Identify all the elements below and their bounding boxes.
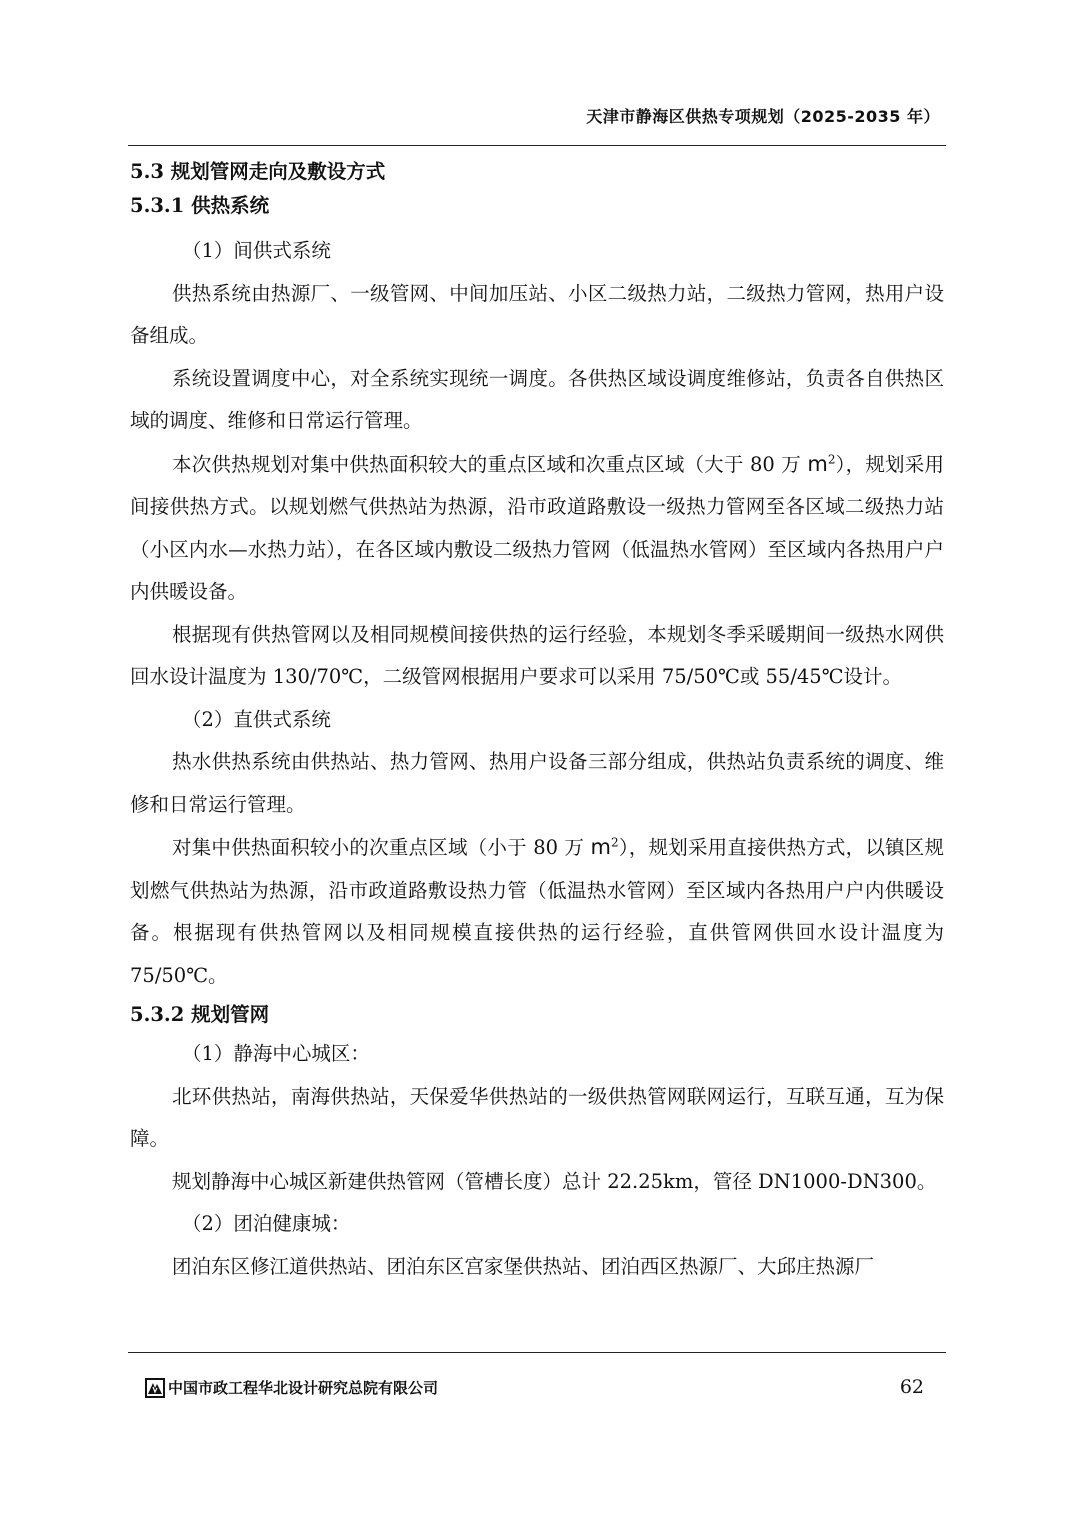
subheading-jinghai-center: （1）静海中心城区： [182, 1042, 370, 1065]
paragraph-tuanbo-sources: 团泊东区修江道供热站、团泊东区宫家堡供热站、团泊西区热源厂、大邱庄热源厂 [172, 1254, 875, 1278]
paragraph-hot-water-system: 热水供热系统由供热站、热力管网、热用户设备三部分组成，供热站负责系统的调度、维修和日常运行管理。 [130, 750, 944, 816]
section-heading-5-3-2: 5.3.2 规划管网 [130, 1003, 270, 1026]
unit-superscript: 2 [611, 835, 619, 850]
unit-m: m [590, 835, 612, 859]
paragraph-text: 本次供热规划对集中供热面积较大的重点区域和次重点区域（大于 80 万 [172, 452, 808, 476]
unit-superscript: 2 [827, 452, 836, 466]
paragraph-network-interconnection: 北环供热站，南海供热站，天保爱华供热站的一级供热管网联网运行，互联互通，互为保障。 [130, 1084, 944, 1150]
header-divider [128, 145, 946, 146]
paragraph-text: 对集中供热面积较小的次重点区域（小于 80 万 [172, 836, 591, 859]
paragraph-indirect-plan [130, 443, 944, 614]
subheading-direct-system: （2）直供式系统 [182, 707, 331, 731]
subheading-tuanbo-health-city: （2）团泊健康城： [182, 1212, 351, 1235]
footer-company [145, 1377, 438, 1398]
section-heading-5-3: 5.3 规划管网走向及敷设方式 [130, 160, 386, 183]
paragraph-new-pipeline: 规划静海中心城区新建供热管网（管槽长度）总计 22.25km，管径 DN1000-DN300。 [172, 1169, 937, 1193]
paragraph-text: ），规划采用直接供热方式，以镇区规划燃气供热站为热源，沿市政道路敷设热力管（低温热水管网）至区域内各热用户户内供暖设备。根据现有供热管网以及相同规模直接供热的运行经验，直供管网供回水设计温度为 75/50℃。 [130, 836, 944, 987]
company-name: 中国市政工程华北设计研究总院有限公司 [168, 1379, 439, 1397]
subheading-indirect-system: （1）间供式系统 [182, 239, 331, 262]
footer-divider [128, 1352, 946, 1353]
page-number: 62 [899, 1376, 924, 1398]
company-logo-icon [145, 1378, 165, 1398]
paragraph-direct-plan [130, 826, 944, 997]
section-heading-5-3-1: 5.3.1 供热系统 [130, 194, 270, 217]
paragraph-dispatch-center: 系统设置调度中心，对全系统实现统一调度。各供热区域设调度维修站，负责各自供热区域的调度、维修和日常运行管理。 [130, 366, 944, 432]
paragraph-design-temperature: 根据现有供热管网以及相同规模间接供热的运行经验，本规划冬季采暖期间一级热水网供回水设计温度为 130/70℃，二级管网根据用户要求可以采用 75/50℃或 55/45℃设计。 [130, 622, 944, 688]
header-title: 天津市静海区供热专项规划（2025-2035 年） [586, 107, 940, 126]
paragraph-text: ），规划采用间接供热方式。以规划燃气供热站为热源，沿市政道路敷设一级热力管网至各区域二级热力站（小区内水—水热力站），在各区域内敷设二级热力管网（低温热水管网）至区域内各热用户户内供暖设备。 [130, 452, 944, 603]
unit-m: m [807, 451, 828, 476]
paragraph-system-composition: 供热系统由热源厂、一级管网、中间加压站、小区二级热力站，二级热力管网，热用户设备组成。 [130, 281, 944, 347]
document-body [130, 158, 944, 1288]
